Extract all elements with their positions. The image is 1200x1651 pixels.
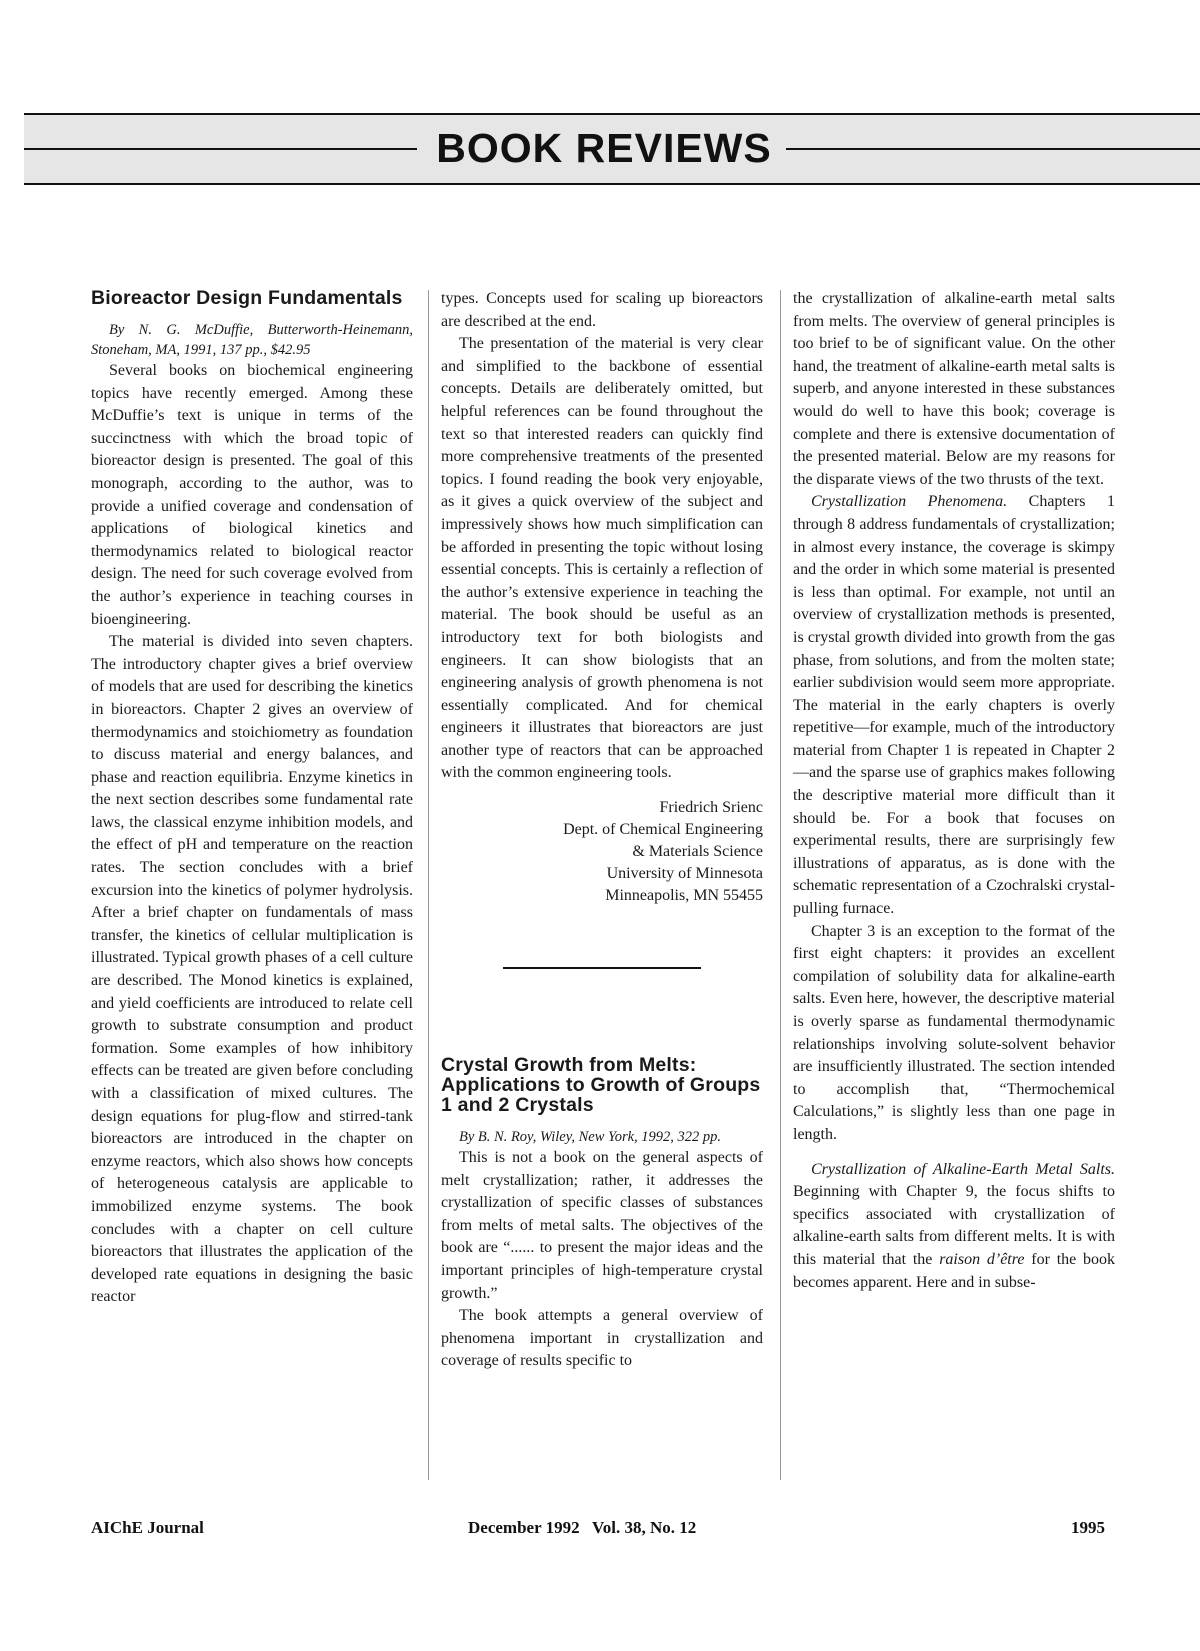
- review-2-paragraph-2-continued: the crystallization of alkaline-earth metal salts from melts. The overview of general principles is too brief to be of significant value. On the other hand, the treatment of alkaline-earth metal salts is superb, and anyone interested in these substances would do well to have this book; coverage is complete and there is extensive documentation of the presented material. Below are my reasons for the disparate views of the two thrusts of the text.: [793, 290, 1115, 488]
- review-1-paragraph-2-continued: types. Concepts used for scaling up bioreactors are described at the end.: [441, 290, 763, 330]
- review-2-subhead-2: Crystallization of Alkaline-Earth Metal Salts.: [811, 1160, 1115, 1178]
- footer-journal: AIChE Journal: [91, 1518, 204, 1537]
- section-title: BOOK REVIEWS: [436, 125, 772, 171]
- footer-page-number: 1995: [1071, 1518, 1105, 1537]
- review-2-start: [441, 1055, 763, 1373]
- reviewer-university: University of Minnesota: [606, 865, 763, 883]
- review-1-title: Bioreactor Design Fundamentals: [91, 287, 403, 309]
- review-2-paragraph-5-emphasis: raison d’être: [939, 1250, 1025, 1268]
- review-2-paragraph-3: [793, 491, 1115, 920]
- banner-rule-right: [786, 148, 1200, 150]
- review-1-paragraph-2: The material is divided into seven chapters. The introductory chapter gives a brief overview of models that are used for describing the kinetics in bioreactors. Chapter 2 gives an overview of thermodynamics and stoichiometry as foundation to discuss material and energy balances, and phase and reaction equilibria. Enzyme kinetics in the next section describes some fundamental rate laws, the classical enzyme inhibition models, and the effect of pH and temperature on the reaction rates. The section concludes with a brief excursion into the kinetics of polymer hydrolysis. After a brief chapter on fundamentals of mass transfer, the kinetics of cellular multiplication is illustrated. Typical growth phases of a cell culture are described. The Monod kinetics is explained, and yield coefficients are introduced to relate cell growth to substrate consumption and product formation. Some examples of how inhibitory effects can be treated are given before concluding with a classification of mixed cultures. The design equations for plug-flow and stirred-tank bioreactors are introduced in the chapter on enzyme reactors, which also shows how concepts of heterogeneous catalysis are applicable to immobilized enzyme systems. The book concludes with a chapter on cell culture bioreactors that illustrates the application of the developed rate equations in designing the basic reactor: [91, 633, 413, 1306]
- footer-issue: December 1992 Vol. 38, No. 12: [468, 1518, 697, 1537]
- column-3: [793, 288, 1115, 1294]
- review-2-paragraph-5-text-a: Beginning with Chapter 9, the focus shifts to specifics associated with crystallization of alkaline-earth salts from different melts. It is with this material that the: [793, 1183, 1115, 1268]
- review-1-byline: By N. G. McDuffie, Butterworth-Heinemann, Stoneham, MA, 1991, 137 pp., $42.95: [91, 322, 413, 358]
- review-2-paragraph-4: Chapter 3 is an exception to the format of the first eight chapters: it provides an excellent compilation of solubility data for alkaline-earth salts. Even here, however, the descriptive material is overly sparse as fundamental thermodynamic relationships involving solute-solvent behavior are insufficiently illustrated. The section intended to accomplish that, “Thermochemical Calculations,” is slightly less than one page in length.: [793, 922, 1115, 1143]
- review-2-paragraph-3-text: Chapters 1 through 8 address fundamentals of crystallization; in almost every instance, the coverage is skimpy and the order in which some material is presented is less than optimal. For example, not until an overview of crystallization methods is presented, is crystal growth divided into growth from the gas phase, from solutions, and from the molten state; earlier subdivision would seem more appropriate. The material in the early chapters is overly repetitive—for example, much of the introductory material from Chapter 1 is repeated in Chapter 2—and the sparse use of graphics makes following the descriptive material more difficult than it should be. For a book that focuses on experimental results, there are surprisingly few illustrations of apparatus, as is done with the schematic representation of a Czochralski crystal-pulling furnace.: [793, 493, 1116, 918]
- column-divider-2: [780, 290, 781, 1480]
- column-divider-1: [428, 290, 429, 1480]
- review-2-paragraph-2: The book attempts a general overview of phenomena important in crystallization and coverage of results specific to: [441, 1307, 763, 1370]
- review-2-subhead-1: Crystallization Phenomena.: [811, 493, 1008, 511]
- column-1: [91, 288, 413, 1309]
- review-2-paragraph-1: This is not a book on the general aspects of melt crystallization; rather, it addresses the crystallization of specific classes of substances from melts of metal salts. The objectives of the book are “...... to present the major ideas and the important principles of high-temperature crystal growth.”: [441, 1149, 763, 1302]
- review-separator: [503, 967, 701, 969]
- banner-rule-left: [24, 148, 417, 150]
- reviewer-signature: [441, 797, 763, 907]
- reviewer-dept-line-2: & Materials Science: [632, 843, 763, 861]
- reviewer-name: Friedrich Srienc: [659, 799, 763, 817]
- column-2: [441, 288, 763, 1373]
- review-2-title: Crystal Growth from Melts: Applications to Growth of Groups 1 and 2 Crystals: [441, 1054, 761, 1117]
- reviewer-dept-line-1: Dept. of Chemical Engineering: [563, 821, 763, 839]
- section-banner: [24, 113, 1200, 185]
- review-1-paragraph-3: The presentation of the material is very clear and simplified to the backbone of essential concepts. Details are deliberately omitted, but helpful references can be found throughout the text so that interested readers can quickly find more comprehensive treatments of the presented topics. I found reading the book very enjoyable, as it gives a quick overview of the subject and impressively shows how much simplification can be afforded in presenting the topic without losing essential concepts. This is certainly a reflection of the author’s extensive experience in teaching the material. The book should be useful as an introductory text for both biologists and engineers. It can show biologists that an engineering analysis of growth phenomena is not essentially complicated. And for chemical engineers it illustrates that bioreactors are just another type of reactors that can be approached with the common engineering tools.: [441, 335, 763, 782]
- reviewer-city: Minneapolis, MN 55455: [605, 887, 763, 905]
- review-2-byline: By B. N. Roy, Wiley, New York, 1992, 322 pp.: [459, 1129, 722, 1146]
- review-2-paragraph-5: [793, 1159, 1115, 1295]
- review-2-paragraph-5-text-b: for the book becomes apparent. Here and in subse-: [793, 1250, 1116, 1291]
- review-1-paragraph-1: Several books on biochemical engineering topics have recently emerged. Among these McDuffie’s text is unique in terms of the succinctness with which the broad topic of bioreactor design is presented. The goal of this monograph, according to the author, was to provide a unified coverage and condensation of applications of biological kinetics and thermodynamics related to biological reactor design. The need for such coverage evolved from the author’s experience in teaching courses in bioengineering.: [91, 362, 413, 628]
